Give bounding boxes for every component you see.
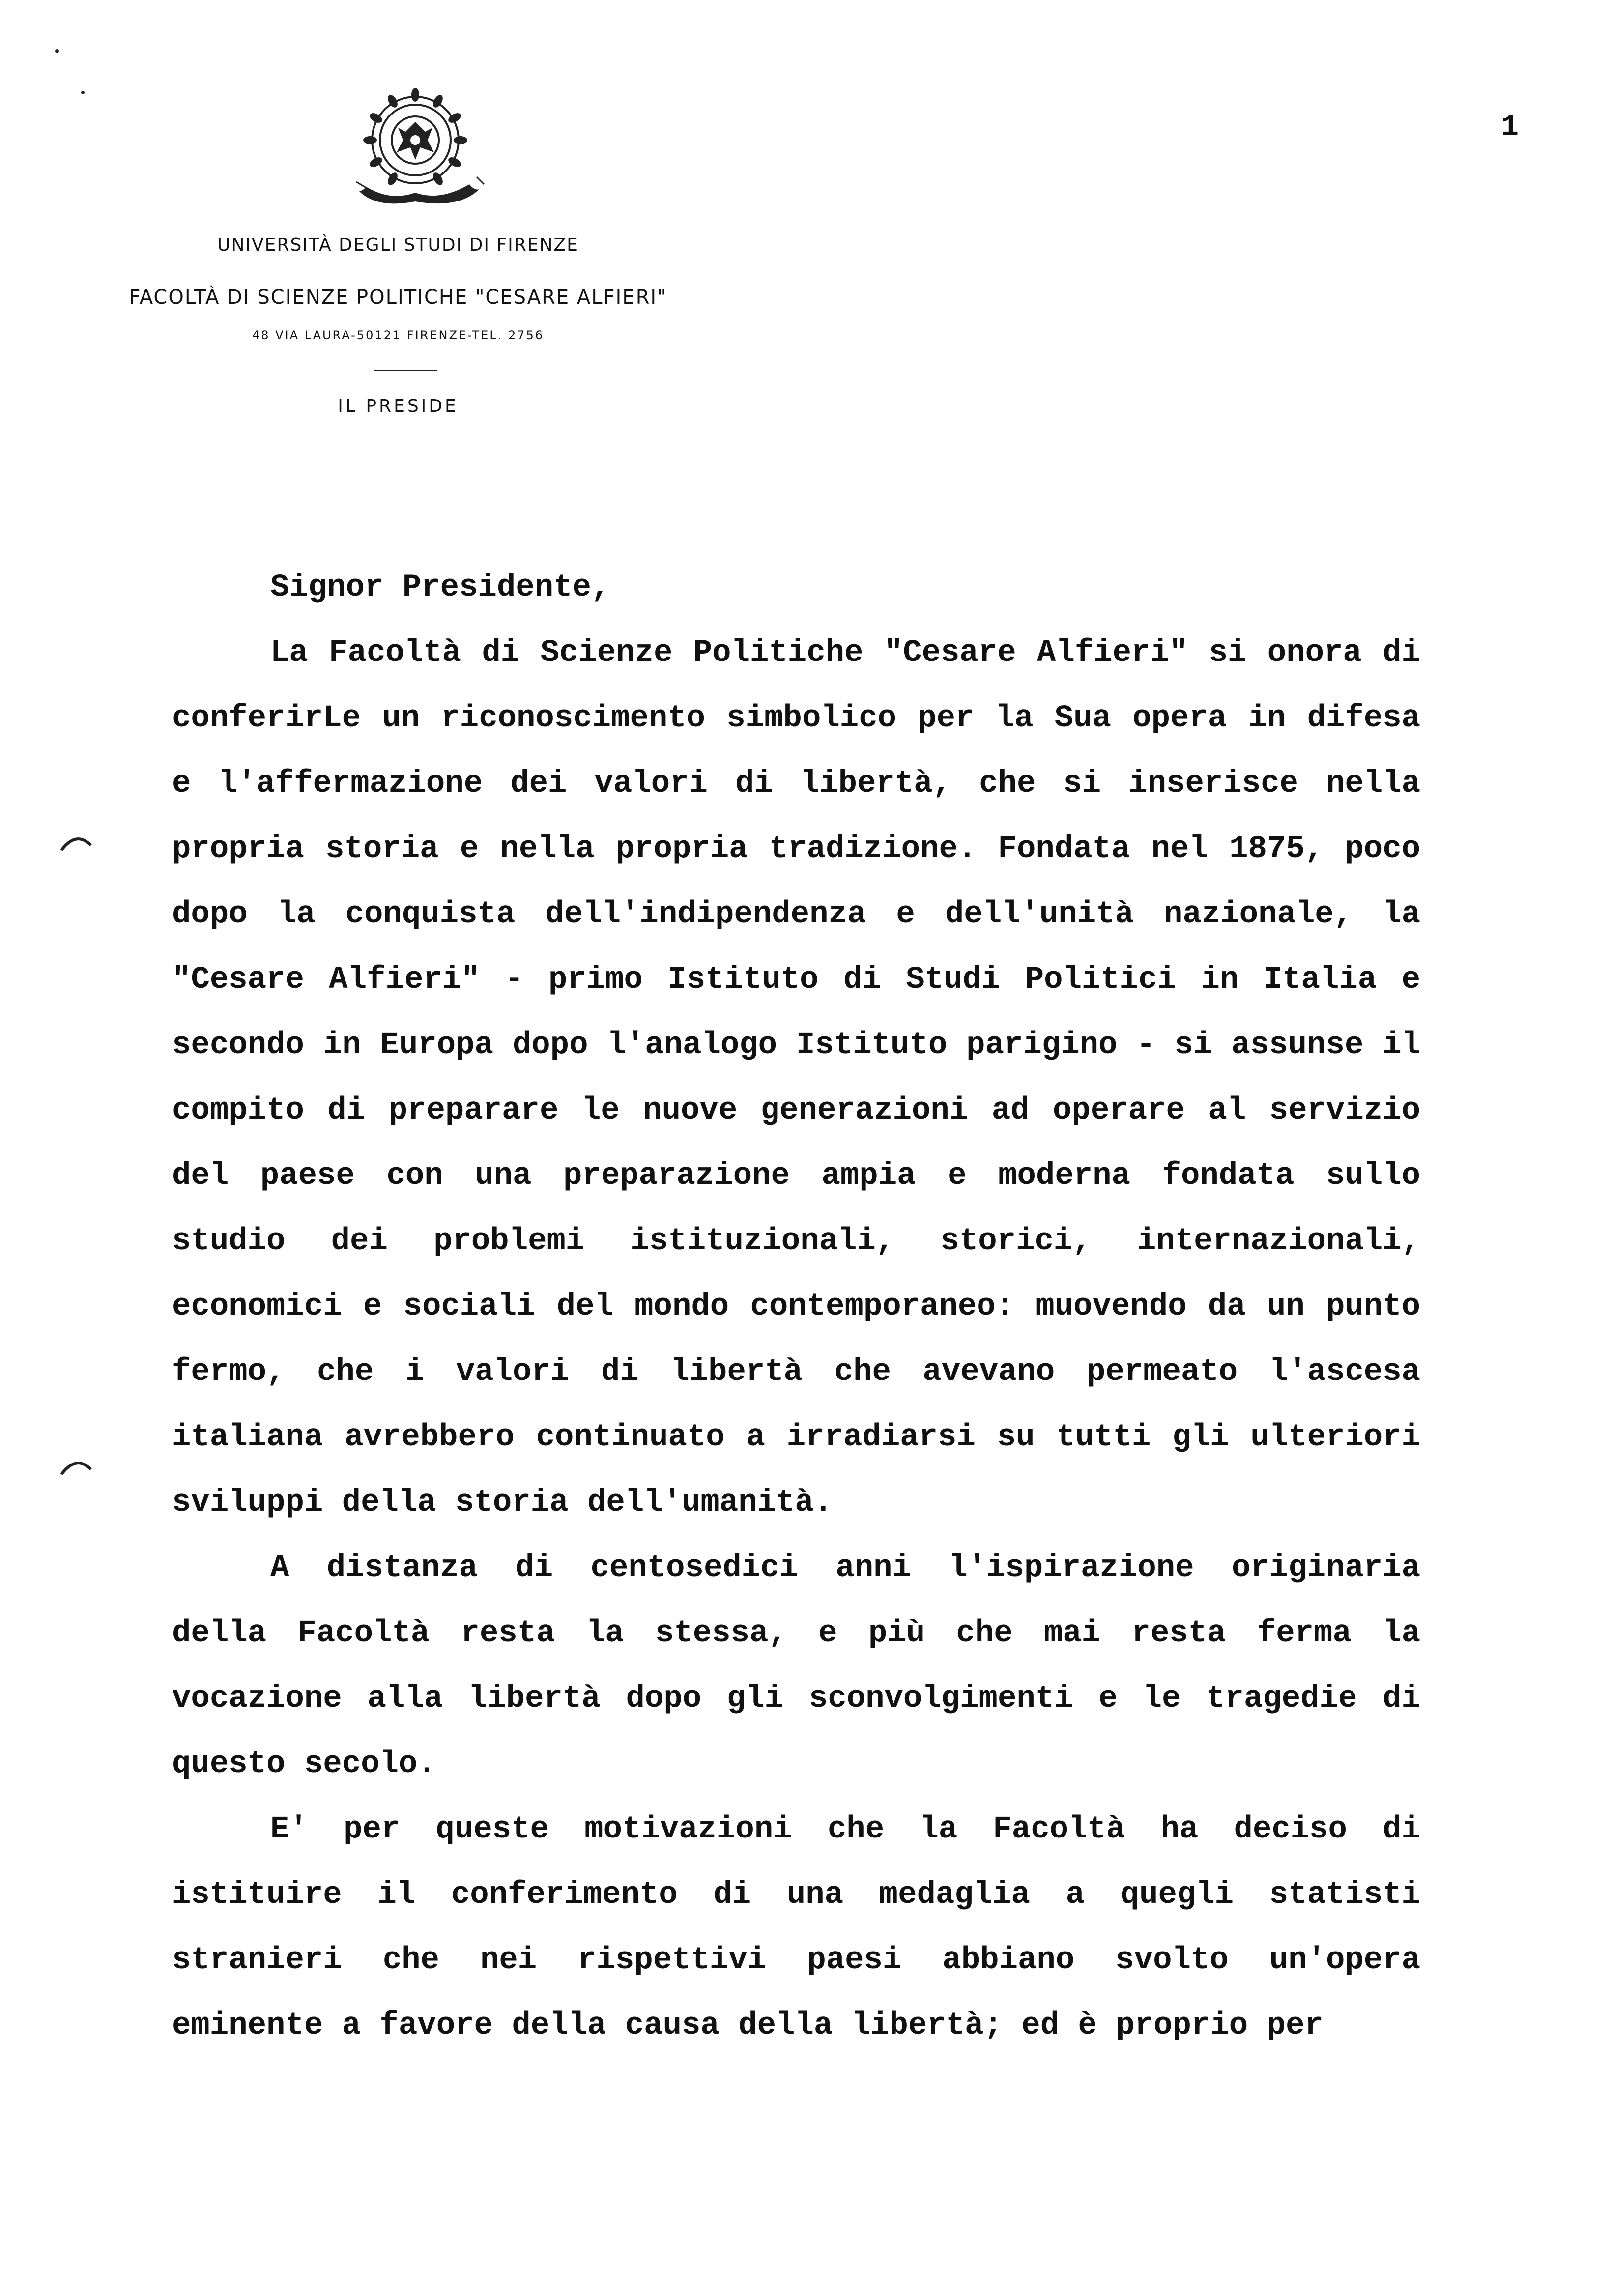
letter-body <box>172 555 1420 2059</box>
page-number: 1 <box>1500 111 1519 144</box>
paragraph: E' per queste motivazioni che la Facoltà ha deciso di istituire il conferimento di una medaglia a quegli statisti stranieri che nei rispettivi paesi abbiano svolto un'opera eminente a favore della causa della libertà; ed è proprio per <box>172 1812 1420 2043</box>
scan-mark <box>81 91 85 94</box>
university-seal-icon <box>346 79 494 211</box>
punch-hole-mark <box>59 1455 93 1479</box>
scan-mark <box>55 49 59 53</box>
letterhead-faculty: FACOLTÀ DI SCIENZE POLITICHE "CESARE ALFIERI" <box>129 286 667 309</box>
paragraph: La Facoltà di Scienze Politiche "Cesare Alfieri" si onora di conferirLe un riconoscimento simbolico per la Sua opera in difesa e l'affermazione dei valori di libertà, che si inserisce nella propria storia e nella propria tradizione. Fondata nel 1875, poco dopo la conquista dell'indipendenza e dell'unità nazionale, la "Cesare Alfieri" - primo Istituto di Studi Politici in Italia e secondo in Europa dopo l'analogo Istituto parigino - si assunse il compito di preparare le nuove generazioni ad operare al servizio del paese con una preparazione ampia e moderna fondata sullo studio dei problemi istituzionali, storici, internazionali, economici e sociali del mondo contemporaneo: muovendo da un punto fermo, che i valori di libertà che avevano permeato l'ascesa italiana avrebbero continuato a irradiarsi su tutti gli ulteriori sviluppi della storia dell'umanità. <box>172 635 1420 1521</box>
letterhead-office: IL PRESIDE <box>338 396 459 416</box>
paragraph: A distanza di centosedici anni l'ispirazione originaria della Facoltà resta la stessa, e più che mai resta ferma la vocazione alla libertà dopo gli sconvolgimenti e le tragedie di questo secolo. <box>172 1550 1420 1782</box>
punch-hole-mark <box>59 831 93 855</box>
letterhead-divider <box>374 370 437 371</box>
letterhead-university: UNIVERSITÀ DEGLI STUDI DI FIRENZE <box>217 235 579 255</box>
letterhead-address: 48 VIA LAURA-50121 FIRENZE-TEL. 2756 <box>252 328 545 342</box>
salutation: Signor Presidente, <box>270 570 610 605</box>
